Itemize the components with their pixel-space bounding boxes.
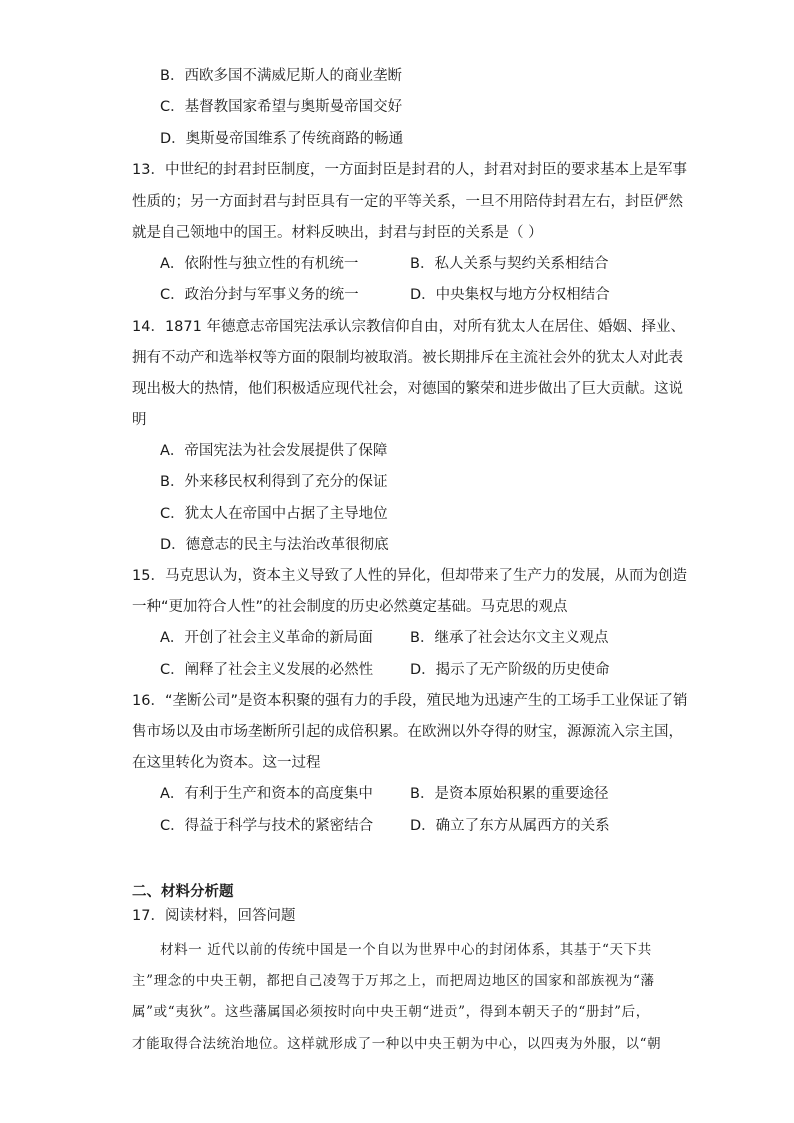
q13-stem-line-2: 性质的；另一方面封君与封臣具有一定的平等关系，一旦不用陪侍封君左右，封臣俨然 (132, 194, 683, 210)
q17-prompt: 17．阅读材料，回答问题 (132, 908, 296, 924)
q16-option-b: B．是资本原始积累的重要途径 (410, 786, 609, 802)
q14-option-b: B．外来移民权利得到了充分的保证 (160, 474, 388, 490)
q14-option-d: D．德意志的民主与法治改革很彻底 (160, 537, 389, 553)
q15-option-c: C．阐释了社会主义发展的必然性 (160, 662, 374, 678)
material-line-4: 才能取得合法统治地位。这样就形成了一种以中央王朝为中心，以四夷为外服，以“朝 (132, 1036, 662, 1052)
q14-stem-line-4: 明 (132, 412, 147, 428)
q13-stem-line-3: 就是自己领地中的国王。材料反映出，封君与封臣的关系是（ ） (132, 225, 543, 241)
q14-stem-line-3: 现出极大的热情，他们积极适应现代社会，对德国的繁荣和进步做出了巨大贡献。这说 (132, 381, 683, 397)
q13-option-c: C．政治分封与军事义务的统一 (160, 287, 359, 303)
q15-option-d: D．揭示了无产阶级的历史使命 (410, 662, 610, 678)
q13-option-d: D．中央集权与地方分权相结合 (410, 287, 610, 303)
q15-option-a: A．开创了社会主义革命的新局面 (160, 630, 373, 646)
q15-stem-line-1: 15．马克思认为，资本主义导致了人性的异化，但却带来了生产力的发展，从而为创造 (132, 568, 687, 584)
q16-option-a: A．有利于生产和资本的高度集中 (160, 786, 373, 802)
q16-stem-line-2: 售市场以及由市场垄断所引起的成倍积累。在欧洲以外夺得的财宝，源源流入宗主国， (132, 724, 683, 740)
material-line-2: 主”理念的中央王朝，都把自己凌驾于万邦之上，而把周边地区的国家和部族视为“藩 (132, 973, 655, 989)
q14-stem-line-1: 14．1871 年德意志帝国宪法承认宗教信仰自由，对所有犹太人在居住、婚姻、择业、 (132, 319, 685, 335)
section-title: 二、材料分析题 (132, 884, 234, 900)
q16-option-c: C．得益于科学与技术的紧密结合 (160, 818, 374, 834)
q16-stem-line-3: 在这里转化为资本。这一过程 (132, 755, 321, 771)
q13-option-b: B．私人关系与契约关系相结合 (410, 256, 609, 272)
q12-option-c: C．基督教国家希望与奥斯曼帝国交好 (160, 99, 403, 115)
q15-option-b: B．继承了社会达尔文主义观点 (410, 630, 609, 646)
q15-stem-line-2: 一种“更加符合人性”的社会制度的历史必然奠定基础。马克思的观点 (132, 599, 568, 615)
q12-option-d: D．奥斯曼帝国维系了传统商路的畅通 (160, 131, 404, 147)
q14-option-a: A．帝国宪法为社会发展提供了保障 (160, 443, 388, 459)
q16-option-d: D．确立了东方从属西方的关系 (410, 818, 610, 834)
q13-option-a: A．依附性与独立性的有机统一 (160, 256, 359, 272)
q16-stem-line-1: 16．“垄断公司”是资本积聚的强有力的手段，殖民地为迅速产生的工场手工业保证了销 (132, 693, 688, 709)
q12-option-b: B．西欧多国不满威尼斯人的商业垄断 (160, 68, 402, 84)
material-line-3: 属”或“夷狄”。这些藩属国必须按时向中央王朝“进贡”，得到本朝天子的“册封”后， (132, 1004, 650, 1020)
q14-stem-line-2: 拥有不动产和选举权等方面的限制均被取消。被长期排斥在主流社会外的犹太人对此表 (132, 350, 683, 366)
q14-option-c: C．犹太人在帝国中占据了主导地位 (160, 506, 388, 522)
q13-stem-line-1: 13．中世纪的封君封臣制度，一方面封臣是封君的人，封君对封臣的要求基本上是军事 (132, 162, 687, 178)
material-line-1: 材料一 近代以前的传统中国是一个自以为世界中心的封闭体系，其基于“天下共 (160, 942, 652, 958)
